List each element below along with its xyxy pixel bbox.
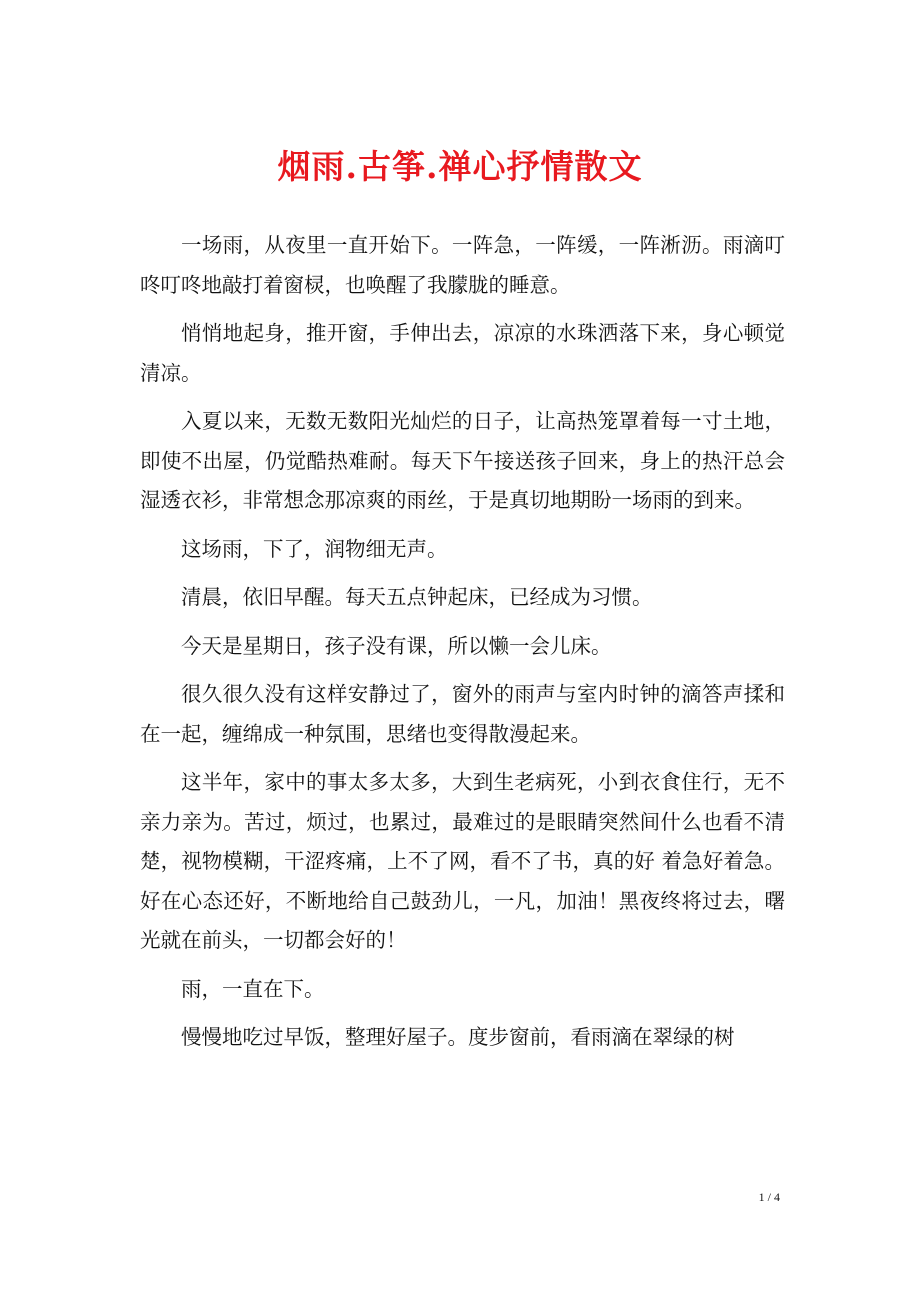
- paragraph: 雨，一直在下。: [181, 976, 325, 1001]
- paragraph: 入夏以来，无数无数阳光灿烂的日子，让高热笼罩着每一寸土地，即使不出屋，仍觉酷热难耐。每天下午接送孩子回来，身上的热汗总会湿透衣衫，非常想念那凉爽的雨丝，于是真切地期盼一场雨的到来。: [140, 409, 785, 512]
- paragraph: 这半年，家中的事太多太多，大到生老病死，小到衣食住行，无不亲力亲为。苦过，烦过，也累过，最难过的是眼睛突然间什么也看不清楚，视物模糊，干涩疼痛，上不了网，看不了书，真的好 着急好着急。好在心态还好，不断地给自己鼓劲儿，一凡，加油！黑夜终将过去，曙光就在前头，一切都会好的！: [140, 770, 785, 952]
- paragraph: 悄悄地起身，推开窗，手伸出去，凉凉的水珠洒落下来，身心顿觉清凉。: [140, 321, 785, 385]
- paragraph: 今天是星期日，孩子没有课，所以懒一会儿床。: [181, 633, 612, 658]
- page-number: 1 / 4: [758, 1190, 780, 1204]
- paragraph: 慢慢地吃过早饭，整理好屋子。度步窗前，看雨滴在翠绿的树: [181, 1025, 735, 1049]
- document-body: [140, 226, 785, 1067]
- document-title: 烟雨.古筝.禅心抒情散文: [277, 147, 643, 186]
- paragraph: 清晨，依旧早醒。每天五点钟起床，已经成为习惯。: [181, 585, 653, 609]
- paragraph: 这场雨，下了，润物细无声。: [181, 536, 448, 561]
- paragraph: 很久很久没有这样安静过了，窗外的雨声与室内时钟的滴答声揉和在一起，缠绵成一种氛围，思绪也变得散漫起来。: [140, 682, 785, 746]
- paragraph: 一场雨，从夜里一直开始下。一阵急，一阵缓，一阵淅沥。雨滴叮咚叮咚地敲打着窗棂，也唤醒了我朦胧的睡意。: [140, 233, 785, 297]
